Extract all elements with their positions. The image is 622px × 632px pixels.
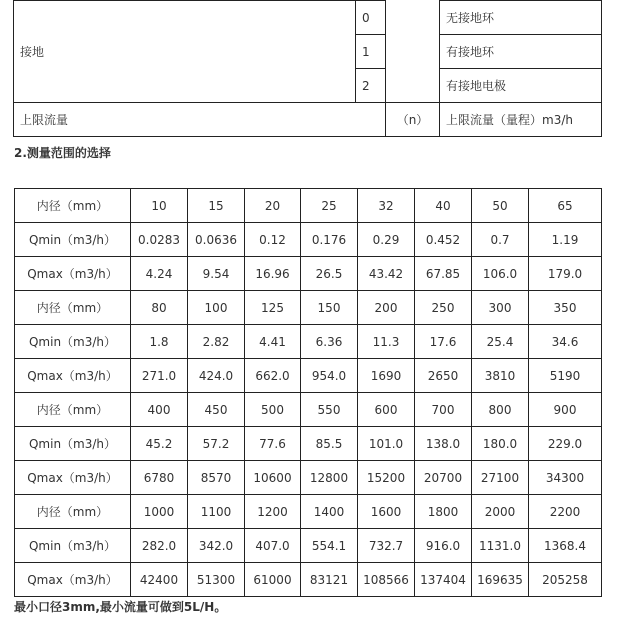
table-cell: 8570	[188, 461, 245, 495]
table-cell: 350	[529, 291, 602, 325]
table-cell: 0.0636	[188, 223, 245, 257]
table-cell: 45.2	[131, 427, 188, 461]
table-cell: 1800	[415, 495, 472, 529]
table-cell: 4.41	[245, 325, 301, 359]
table-cell: 250	[415, 291, 472, 325]
table-row	[15, 495, 602, 529]
grounding-code-0: 0	[356, 1, 386, 35]
footer-note: 最小口径3mm,最小流量可做到5L/H。	[14, 600, 227, 614]
table-cell: 1.19	[529, 223, 602, 257]
table-cell: 282.0	[131, 529, 188, 563]
table-cell: 65	[529, 189, 602, 223]
table-cell: 15200	[358, 461, 415, 495]
table-cell: 424.0	[188, 359, 245, 393]
row-header: 内径（mm）	[15, 393, 131, 427]
row-header: Qmax（m3/h）	[15, 563, 131, 597]
table-cell: 10	[131, 189, 188, 223]
table-cell: 900	[529, 393, 602, 427]
table-cell: 20700	[415, 461, 472, 495]
table-cell: 662.0	[245, 359, 301, 393]
table-row	[15, 427, 602, 461]
row-header: Qmax（m3/h）	[15, 359, 131, 393]
table-row	[15, 291, 602, 325]
table-cell: 180.0	[472, 427, 529, 461]
upper-flow-desc: 上限流量（量程）m3/h	[440, 103, 602, 137]
table-cell: 300	[472, 291, 529, 325]
table-cell: 0.7	[472, 223, 529, 257]
table-cell: 32	[358, 189, 415, 223]
upper-flow-label: 上限流量	[14, 103, 386, 137]
row-header: Qmin（m3/h）	[15, 529, 131, 563]
table-cell: 80	[131, 291, 188, 325]
table-cell: 2000	[472, 495, 529, 529]
table-cell: 12800	[301, 461, 358, 495]
table-row	[15, 393, 602, 427]
table-cell: 20	[245, 189, 301, 223]
table-cell: 1368.4	[529, 529, 602, 563]
table-cell: 106.0	[472, 257, 529, 291]
table-cell: 9.54	[188, 257, 245, 291]
table-cell: 40	[415, 189, 472, 223]
table-cell: 407.0	[245, 529, 301, 563]
table-cell: 150	[301, 291, 358, 325]
table-cell: 400	[131, 393, 188, 427]
table-row	[15, 563, 602, 597]
measurement-range-table	[14, 188, 602, 597]
table-cell: 42400	[131, 563, 188, 597]
table-cell: 67.85	[415, 257, 472, 291]
table-cell: 57.2	[188, 427, 245, 461]
table-row	[15, 223, 602, 257]
table-cell: 450	[188, 393, 245, 427]
row-header: 内径（mm）	[15, 189, 131, 223]
table-cell: 0.0283	[131, 223, 188, 257]
row-header: 内径（mm）	[15, 495, 131, 529]
table-cell: 108566	[358, 563, 415, 597]
table-cell: 26.5	[301, 257, 358, 291]
table-cell: 43.42	[358, 257, 415, 291]
table-cell: 916.0	[415, 529, 472, 563]
grounding-desc-0: 无接地环	[440, 1, 602, 35]
table-cell: 1.8	[131, 325, 188, 359]
table-cell: 229.0	[529, 427, 602, 461]
table-cell: 6780	[131, 461, 188, 495]
table-cell: 550	[301, 393, 358, 427]
grounding-code-2: 2	[356, 69, 386, 103]
table-row-grounding-0	[14, 1, 602, 35]
table-cell: 2650	[415, 359, 472, 393]
table-cell: 2200	[529, 495, 602, 529]
option-code-table	[13, 0, 602, 137]
table-cell: 11.3	[358, 325, 415, 359]
table-cell: 1690	[358, 359, 415, 393]
table-cell: 1400	[301, 495, 358, 529]
table-row	[15, 529, 602, 563]
grounding-code-1: 1	[356, 35, 386, 69]
table-cell: 600	[358, 393, 415, 427]
row-header: Qmax（m3/h）	[15, 461, 131, 495]
row-header: Qmin（m3/h）	[15, 223, 131, 257]
row-header: Qmin（m3/h）	[15, 427, 131, 461]
table-cell: 137404	[415, 563, 472, 597]
table-cell: 25.4	[472, 325, 529, 359]
table-cell: 169635	[472, 563, 529, 597]
table-cell: 5190	[529, 359, 602, 393]
row-header: Qmax（m3/h）	[15, 257, 131, 291]
table-cell: 954.0	[301, 359, 358, 393]
table-cell: 700	[415, 393, 472, 427]
table-cell: 50	[472, 189, 529, 223]
grounding-label: 接地	[14, 1, 356, 103]
table-cell: 83121	[301, 563, 358, 597]
table-cell: 0.452	[415, 223, 472, 257]
table-cell: 77.6	[245, 427, 301, 461]
table-cell: 34300	[529, 461, 602, 495]
table-cell: 138.0	[415, 427, 472, 461]
table-cell: 15	[188, 189, 245, 223]
grounding-desc-2: 有接地电极	[440, 69, 602, 103]
table-cell: 271.0	[131, 359, 188, 393]
table-cell: 6.36	[301, 325, 358, 359]
table-cell: 500	[245, 393, 301, 427]
table-cell: 101.0	[358, 427, 415, 461]
table-cell: 205258	[529, 563, 602, 597]
grounding-code-spacer	[386, 1, 440, 103]
table-cell: 4.24	[131, 257, 188, 291]
table-cell: 1131.0	[472, 529, 529, 563]
table-cell: 0.176	[301, 223, 358, 257]
table-cell: 125	[245, 291, 301, 325]
table-cell: 51300	[188, 563, 245, 597]
table-cell: 34.6	[529, 325, 602, 359]
table-cell: 10600	[245, 461, 301, 495]
upper-flow-code: （n）	[386, 103, 440, 137]
table-row	[15, 189, 602, 223]
table-cell: 85.5	[301, 427, 358, 461]
table-cell: 1600	[358, 495, 415, 529]
section-title: 2.测量范围的选择	[14, 146, 111, 160]
table-row-upper-flow	[14, 103, 602, 137]
table-cell: 200	[358, 291, 415, 325]
table-cell: 0.12	[245, 223, 301, 257]
table-row	[15, 461, 602, 495]
table-cell: 732.7	[358, 529, 415, 563]
table-cell: 16.96	[245, 257, 301, 291]
table-cell: 61000	[245, 563, 301, 597]
table-cell: 554.1	[301, 529, 358, 563]
table-row	[15, 359, 602, 393]
table-cell: 800	[472, 393, 529, 427]
row-header: 内径（mm）	[15, 291, 131, 325]
table-cell: 100	[188, 291, 245, 325]
grounding-desc-1: 有接地环	[440, 35, 602, 69]
row-header: Qmin（m3/h）	[15, 325, 131, 359]
table-row	[15, 325, 602, 359]
table-cell: 25	[301, 189, 358, 223]
table-cell: 179.0	[529, 257, 602, 291]
table-cell: 342.0	[188, 529, 245, 563]
table-cell: 1200	[245, 495, 301, 529]
table-cell: 27100	[472, 461, 529, 495]
table-cell: 2.82	[188, 325, 245, 359]
table-cell: 17.6	[415, 325, 472, 359]
table-cell: 1100	[188, 495, 245, 529]
table-cell: 3810	[472, 359, 529, 393]
table-cell: 0.29	[358, 223, 415, 257]
table-cell: 1000	[131, 495, 188, 529]
table-row	[15, 257, 602, 291]
